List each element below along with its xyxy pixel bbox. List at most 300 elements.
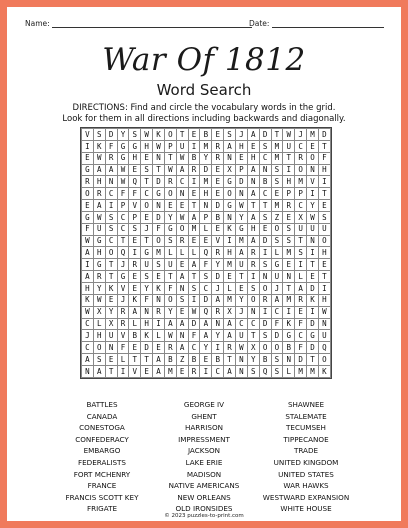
grid-letter[interactable]: I xyxy=(153,318,165,330)
grid-letter[interactable]: A xyxy=(82,271,94,283)
grid-letter[interactable]: G xyxy=(164,223,176,235)
grid-letter[interactable]: X xyxy=(105,318,117,330)
grid-letter[interactable]: H xyxy=(318,164,330,176)
grid-letter[interactable]: W xyxy=(307,211,319,223)
grid-letter[interactable]: I xyxy=(188,294,200,306)
grid-letter[interactable]: N xyxy=(307,164,319,176)
grid-letter[interactable]: E xyxy=(307,140,319,152)
grid-letter[interactable]: T xyxy=(153,164,165,176)
grid-letter[interactable]: V xyxy=(307,176,319,188)
grid-letter[interactable]: R xyxy=(247,247,259,259)
grid-letter[interactable]: N xyxy=(283,354,295,366)
grid-letter[interactable]: C xyxy=(117,223,129,235)
grid-letter[interactable]: T xyxy=(235,271,247,283)
grid-letter[interactable]: E xyxy=(129,164,141,176)
grid-letter[interactable]: A xyxy=(82,247,94,259)
grid-letter[interactable]: L xyxy=(153,330,165,342)
grid-letter[interactable]: J xyxy=(117,294,129,306)
grid-letter[interactable]: A xyxy=(188,211,200,223)
grid-letter[interactable]: I xyxy=(307,306,319,318)
grid-letter[interactable]: G xyxy=(235,223,247,235)
grid-letter[interactable]: D xyxy=(153,176,165,188)
grid-letter[interactable]: Y xyxy=(235,211,247,223)
grid-letter[interactable]: A xyxy=(164,318,176,330)
grid-letter[interactable]: O xyxy=(295,164,307,176)
grid-letter[interactable]: S xyxy=(283,223,295,235)
grid-letter[interactable]: P xyxy=(200,211,212,223)
grid-letter[interactable]: O xyxy=(82,188,94,200)
grid-letter[interactable]: T xyxy=(117,235,129,247)
grid-letter[interactable]: F xyxy=(295,318,307,330)
grid-letter[interactable]: I xyxy=(117,365,129,377)
grid-letter[interactable]: H xyxy=(141,140,153,152)
grid-letter[interactable]: U xyxy=(283,140,295,152)
grid-letter[interactable]: C xyxy=(141,188,153,200)
grid-letter[interactable]: J xyxy=(235,306,247,318)
grid-letter[interactable]: Z xyxy=(271,211,283,223)
grid-letter[interactable]: D xyxy=(153,211,165,223)
grid-letter[interactable]: K xyxy=(153,129,165,141)
grid-letter[interactable]: G xyxy=(82,164,94,176)
grid-letter[interactable]: G xyxy=(307,330,319,342)
grid-letter[interactable]: O xyxy=(271,342,283,354)
grid-letter[interactable]: X xyxy=(224,306,236,318)
grid-letter[interactable]: N xyxy=(235,188,247,200)
grid-letter[interactable]: R xyxy=(224,342,236,354)
grid-letter[interactable]: O xyxy=(259,342,271,354)
grid-letter[interactable]: R xyxy=(295,152,307,164)
grid-letter[interactable]: U xyxy=(105,330,117,342)
grid-letter[interactable]: U xyxy=(176,140,188,152)
grid-letter[interactable]: G xyxy=(93,259,105,271)
grid-letter[interactable]: M xyxy=(307,365,319,377)
grid-letter[interactable]: O xyxy=(259,282,271,294)
grid-letter[interactable]: I xyxy=(283,306,295,318)
grid-letter[interactable]: O xyxy=(224,188,236,200)
grid-letter[interactable]: I xyxy=(307,247,319,259)
grid-letter[interactable]: E xyxy=(283,211,295,223)
grid-letter[interactable]: F xyxy=(105,140,117,152)
grid-letter[interactable]: D xyxy=(200,164,212,176)
grid-letter[interactable]: R xyxy=(212,140,224,152)
grid-letter[interactable]: I xyxy=(105,200,117,212)
grid-letter[interactable]: O xyxy=(318,235,330,247)
grid-letter[interactable]: T xyxy=(318,140,330,152)
grid-letter[interactable]: W xyxy=(176,152,188,164)
grid-letter[interactable]: S xyxy=(259,259,271,271)
grid-letter[interactable]: N xyxy=(176,188,188,200)
grid-letter[interactable]: R xyxy=(117,306,129,318)
grid-letter[interactable]: E xyxy=(271,188,283,200)
grid-letter[interactable]: Q xyxy=(200,247,212,259)
grid-letter[interactable]: G xyxy=(117,140,129,152)
grid-letter[interactable]: D xyxy=(259,318,271,330)
grid-letter[interactable]: M xyxy=(153,247,165,259)
grid-letter[interactable]: T xyxy=(188,271,200,283)
grid-letter[interactable]: E xyxy=(153,342,165,354)
grid-letter[interactable]: C xyxy=(117,211,129,223)
grid-letter[interactable]: O xyxy=(164,129,176,141)
grid-letter[interactable]: N xyxy=(224,211,236,223)
grid-letter[interactable]: E xyxy=(153,271,165,283)
grid-letter[interactable]: C xyxy=(247,318,259,330)
grid-letter[interactable]: N xyxy=(176,282,188,294)
grid-letter[interactable]: U xyxy=(141,259,153,271)
grid-letter[interactable]: G xyxy=(224,200,236,212)
grid-letter[interactable]: M xyxy=(271,152,283,164)
grid-letter[interactable]: K xyxy=(224,223,236,235)
date-line[interactable] xyxy=(272,19,384,28)
grid-letter[interactable]: A xyxy=(224,330,236,342)
grid-letter[interactable]: E xyxy=(129,271,141,283)
grid-letter[interactable]: D xyxy=(307,282,319,294)
grid-letter[interactable]: W xyxy=(188,306,200,318)
grid-letter[interactable]: M xyxy=(224,294,236,306)
grid-letter[interactable]: C xyxy=(105,235,117,247)
grid-letter[interactable]: R xyxy=(247,259,259,271)
grid-letter[interactable]: C xyxy=(176,176,188,188)
grid-letter[interactable]: K xyxy=(82,294,94,306)
grid-letter[interactable]: Y xyxy=(212,330,224,342)
grid-letter[interactable]: R xyxy=(82,176,94,188)
grid-letter[interactable]: M xyxy=(271,140,283,152)
grid-letter[interactable]: S xyxy=(259,330,271,342)
grid-letter[interactable]: O xyxy=(93,342,105,354)
grid-letter[interactable]: N xyxy=(105,342,117,354)
grid-letter[interactable]: S xyxy=(247,282,259,294)
grid-letter[interactable]: B xyxy=(212,354,224,366)
grid-letter[interactable]: W xyxy=(141,129,153,141)
grid-letter[interactable]: B xyxy=(283,342,295,354)
grid-letter[interactable]: C xyxy=(82,342,94,354)
grid-letter[interactable]: H xyxy=(283,176,295,188)
grid-letter[interactable]: A xyxy=(105,164,117,176)
grid-letter[interactable]: U xyxy=(318,223,330,235)
grid-letter[interactable]: G xyxy=(141,247,153,259)
grid-letter[interactable]: E xyxy=(212,188,224,200)
grid-letter[interactable]: S xyxy=(295,247,307,259)
grid-letter[interactable]: N xyxy=(283,271,295,283)
grid-letter[interactable]: A xyxy=(295,282,307,294)
grid-letter[interactable]: B xyxy=(164,354,176,366)
grid-letter[interactable]: Y xyxy=(141,282,153,294)
grid-letter[interactable]: O xyxy=(247,294,259,306)
grid-letter[interactable]: D xyxy=(259,235,271,247)
grid-letter[interactable]: V xyxy=(129,365,141,377)
grid-letter[interactable]: H xyxy=(93,330,105,342)
grid-letter[interactable]: V xyxy=(117,282,129,294)
grid-letter[interactable]: I xyxy=(82,259,94,271)
grid-letter[interactable]: A xyxy=(188,259,200,271)
grid-letter[interactable]: F xyxy=(129,188,141,200)
grid-letter[interactable]: N xyxy=(153,152,165,164)
grid-letter[interactable]: K xyxy=(318,365,330,377)
grid-letter[interactable]: H xyxy=(200,188,212,200)
grid-letter[interactable]: I xyxy=(200,365,212,377)
grid-letter[interactable]: O xyxy=(153,235,165,247)
grid-letter[interactable]: C xyxy=(259,152,271,164)
grid-letter[interactable]: Y xyxy=(93,282,105,294)
grid-letter[interactable]: E xyxy=(224,271,236,283)
grid-letter[interactable]: B xyxy=(212,211,224,223)
grid-letter[interactable]: E xyxy=(283,259,295,271)
grid-letter[interactable]: X xyxy=(93,306,105,318)
grid-letter[interactable]: A xyxy=(129,306,141,318)
grid-letter[interactable]: I xyxy=(259,247,271,259)
grid-letter[interactable]: D xyxy=(235,176,247,188)
grid-letter[interactable]: T xyxy=(164,271,176,283)
grid-letter[interactable]: T xyxy=(318,188,330,200)
grid-letter[interactable]: G xyxy=(93,235,105,247)
grid-letter[interactable]: O xyxy=(307,152,319,164)
grid-letter[interactable]: E xyxy=(176,200,188,212)
grid-letter[interactable]: C xyxy=(82,318,94,330)
grid-letter[interactable]: E xyxy=(212,176,224,188)
grid-letter[interactable]: G xyxy=(271,259,283,271)
grid-letter[interactable]: U xyxy=(164,259,176,271)
grid-letter[interactable]: E xyxy=(259,223,271,235)
grid-letter[interactable]: F xyxy=(117,188,129,200)
grid-letter[interactable]: H xyxy=(247,223,259,235)
grid-letter[interactable]: T xyxy=(224,354,236,366)
grid-letter[interactable]: N xyxy=(235,354,247,366)
grid-letter[interactable]: E xyxy=(307,271,319,283)
grid-letter[interactable]: W xyxy=(117,176,129,188)
grid-letter[interactable]: S xyxy=(271,235,283,247)
grid-letter[interactable]: F xyxy=(117,342,129,354)
grid-letter[interactable]: R xyxy=(188,365,200,377)
grid-letter[interactable]: E xyxy=(318,200,330,212)
grid-letter[interactable]: F xyxy=(318,152,330,164)
grid-letter[interactable]: Q xyxy=(117,247,129,259)
grid-letter[interactable]: E xyxy=(200,354,212,366)
grid-letter[interactable]: S xyxy=(271,176,283,188)
grid-letter[interactable]: Z xyxy=(176,354,188,366)
grid-letter[interactable]: K xyxy=(307,294,319,306)
grid-letter[interactable]: E xyxy=(235,282,247,294)
grid-letter[interactable]: K xyxy=(283,318,295,330)
grid-letter[interactable]: Q xyxy=(129,176,141,188)
grid-letter[interactable]: I xyxy=(318,176,330,188)
grid-letter[interactable]: V xyxy=(117,330,129,342)
grid-letter[interactable]: Q xyxy=(200,306,212,318)
grid-letter[interactable]: I xyxy=(224,235,236,247)
grid-letter[interactable]: P xyxy=(235,164,247,176)
grid-letter[interactable]: R xyxy=(164,342,176,354)
grid-letter[interactable]: R xyxy=(212,152,224,164)
grid-letter[interactable]: S xyxy=(271,354,283,366)
grid-letter[interactable]: D xyxy=(212,271,224,283)
grid-letter[interactable]: G xyxy=(117,271,129,283)
grid-letter[interactable]: E xyxy=(188,235,200,247)
grid-letter[interactable]: Y xyxy=(307,200,319,212)
grid-letter[interactable]: E xyxy=(129,342,141,354)
grid-letter[interactable]: J xyxy=(271,282,283,294)
grid-letter[interactable]: D xyxy=(212,200,224,212)
grid-letter[interactable]: P xyxy=(295,188,307,200)
grid-letter[interactable]: L xyxy=(129,318,141,330)
grid-letter[interactable]: S xyxy=(129,129,141,141)
grid-letter[interactable]: H xyxy=(93,176,105,188)
grid-letter[interactable]: G xyxy=(153,188,165,200)
grid-letter[interactable]: S xyxy=(176,294,188,306)
grid-letter[interactable]: E xyxy=(164,200,176,212)
grid-letter[interactable]: A xyxy=(247,188,259,200)
grid-letter[interactable]: A xyxy=(247,164,259,176)
grid-letter[interactable]: S xyxy=(271,365,283,377)
grid-letter[interactable]: E xyxy=(176,365,188,377)
grid-letter[interactable]: N xyxy=(153,294,165,306)
grid-letter[interactable]: A xyxy=(153,354,165,366)
grid-letter[interactable]: T xyxy=(247,330,259,342)
grid-letter[interactable]: C xyxy=(212,365,224,377)
grid-letter[interactable]: N xyxy=(105,176,117,188)
grid-letter[interactable]: B xyxy=(188,354,200,366)
grid-letter[interactable]: Y xyxy=(212,259,224,271)
grid-letter[interactable]: S xyxy=(141,164,153,176)
grid-letter[interactable]: P xyxy=(164,140,176,152)
grid-letter[interactable]: Y xyxy=(200,342,212,354)
grid-letter[interactable]: S xyxy=(188,282,200,294)
grid-letter[interactable]: C xyxy=(200,282,212,294)
grid-letter[interactable]: U xyxy=(93,223,105,235)
grid-letter[interactable]: H xyxy=(318,247,330,259)
grid-letter[interactable]: U xyxy=(235,330,247,342)
grid-letter[interactable]: I xyxy=(295,259,307,271)
grid-letter[interactable]: U xyxy=(295,223,307,235)
grid-letter[interactable]: E xyxy=(105,294,117,306)
grid-letter[interactable]: H xyxy=(224,247,236,259)
grid-letter[interactable]: B xyxy=(259,354,271,366)
grid-letter[interactable]: L xyxy=(164,247,176,259)
grid-letter[interactable]: S xyxy=(259,140,271,152)
grid-letter[interactable]: D xyxy=(307,318,319,330)
grid-letter[interactable]: R xyxy=(164,176,176,188)
grid-letter[interactable]: T xyxy=(247,200,259,212)
grid-letter[interactable]: E xyxy=(212,164,224,176)
grid-letter[interactable]: E xyxy=(188,188,200,200)
grid-letter[interactable]: T xyxy=(141,235,153,247)
grid-letter[interactable]: Q xyxy=(318,342,330,354)
grid-letter[interactable]: O xyxy=(141,200,153,212)
grid-letter[interactable]: D xyxy=(295,354,307,366)
grid-letter[interactable]: E xyxy=(295,306,307,318)
grid-letter[interactable]: O xyxy=(105,247,117,259)
grid-letter[interactable]: T xyxy=(164,152,176,164)
grid-letter[interactable]: N xyxy=(259,164,271,176)
grid-letter[interactable]: W xyxy=(235,200,247,212)
grid-letter[interactable]: E xyxy=(212,223,224,235)
grid-letter[interactable]: C xyxy=(259,188,271,200)
grid-letter[interactable]: A xyxy=(247,129,259,141)
grid-letter[interactable]: R xyxy=(176,235,188,247)
grid-letter[interactable]: U xyxy=(307,223,319,235)
grid-letter[interactable]: V xyxy=(212,235,224,247)
grid-letter[interactable]: I xyxy=(212,342,224,354)
grid-letter[interactable]: H xyxy=(235,140,247,152)
grid-letter[interactable]: L xyxy=(176,247,188,259)
grid-letter[interactable]: W xyxy=(283,129,295,141)
grid-letter[interactable]: A xyxy=(82,354,94,366)
grid-letter[interactable]: F xyxy=(271,318,283,330)
grid-letter[interactable]: Y xyxy=(200,152,212,164)
grid-letter[interactable]: U xyxy=(318,330,330,342)
grid-letter[interactable]: X xyxy=(224,164,236,176)
grid-letter[interactable]: N xyxy=(259,271,271,283)
grid-letter[interactable]: L xyxy=(117,354,129,366)
grid-letter[interactable]: N xyxy=(200,200,212,212)
grid-letter[interactable]: A xyxy=(93,200,105,212)
grid-letter[interactable]: M xyxy=(271,200,283,212)
grid-letter[interactable]: W xyxy=(93,152,105,164)
grid-letter[interactable]: T xyxy=(307,354,319,366)
grid-letter[interactable]: T xyxy=(105,365,117,377)
grid-letter[interactable]: A xyxy=(212,294,224,306)
grid-letter[interactable]: I xyxy=(129,247,141,259)
grid-letter[interactable]: W xyxy=(153,140,165,152)
grid-letter[interactable]: M xyxy=(200,176,212,188)
grid-letter[interactable]: I xyxy=(259,306,271,318)
grid-letter[interactable]: E xyxy=(141,211,153,223)
grid-letter[interactable]: L xyxy=(200,223,212,235)
grid-letter[interactable]: R xyxy=(93,271,105,283)
grid-letter[interactable]: O xyxy=(164,294,176,306)
grid-letter[interactable]: I xyxy=(283,164,295,176)
grid-letter[interactable]: E xyxy=(235,152,247,164)
grid-letter[interactable]: L xyxy=(295,271,307,283)
grid-letter[interactable]: O xyxy=(164,188,176,200)
grid-letter[interactable]: T xyxy=(129,354,141,366)
grid-letter[interactable]: R xyxy=(212,306,224,318)
grid-letter[interactable]: W xyxy=(164,330,176,342)
grid-letter[interactable]: M xyxy=(283,294,295,306)
grid-letter[interactable]: T xyxy=(141,354,153,366)
grid-letter[interactable]: A xyxy=(235,247,247,259)
grid-letter[interactable]: A xyxy=(176,342,188,354)
grid-letter[interactable]: H xyxy=(93,247,105,259)
grid-letter[interactable]: A xyxy=(153,365,165,377)
grid-letter[interactable]: S xyxy=(93,354,105,366)
grid-letter[interactable]: P xyxy=(129,211,141,223)
grid-letter[interactable]: N xyxy=(82,365,94,377)
grid-letter[interactable]: N xyxy=(247,306,259,318)
grid-letter[interactable]: S xyxy=(153,259,165,271)
grid-letter[interactable]: D xyxy=(271,330,283,342)
grid-letter[interactable]: M xyxy=(295,365,307,377)
grid-letter[interactable]: H xyxy=(129,152,141,164)
grid-letter[interactable]: K xyxy=(93,140,105,152)
grid-letter[interactable]: T xyxy=(141,176,153,188)
grid-letter[interactable]: C xyxy=(188,342,200,354)
grid-letter[interactable]: D xyxy=(141,342,153,354)
grid-letter[interactable]: U xyxy=(271,271,283,283)
grid-letter[interactable]: L xyxy=(93,318,105,330)
grid-letter[interactable]: J xyxy=(212,282,224,294)
grid-letter[interactable]: A xyxy=(176,318,188,330)
grid-letter[interactable]: L xyxy=(224,282,236,294)
grid-letter[interactable]: S xyxy=(224,129,236,141)
grid-letter[interactable]: Q xyxy=(259,365,271,377)
grid-letter[interactable]: E xyxy=(141,152,153,164)
grid-letter[interactable]: E xyxy=(200,235,212,247)
grid-letter[interactable]: A xyxy=(200,330,212,342)
grid-letter[interactable]: G xyxy=(129,140,141,152)
grid-letter[interactable]: T xyxy=(105,271,117,283)
grid-letter[interactable]: N xyxy=(153,200,165,212)
grid-letter[interactable]: V xyxy=(129,200,141,212)
grid-letter[interactable]: S xyxy=(271,164,283,176)
grid-letter[interactable]: A xyxy=(271,294,283,306)
